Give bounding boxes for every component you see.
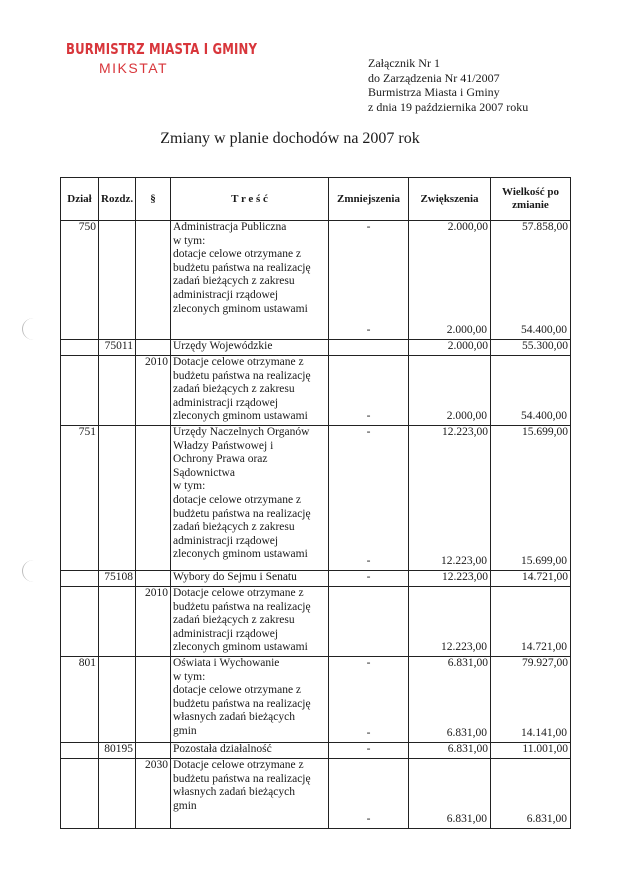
cell-zmniejszenia xyxy=(329,426,409,571)
cell-paragraf: 2030 xyxy=(136,759,171,829)
cell-tresc xyxy=(171,571,329,587)
cell-wielkosc-top-value: 57.858,00 xyxy=(522,221,568,233)
cell-zwiekszenia-bottom-value: 12.223,00 xyxy=(441,555,487,568)
cell-zmniejszenia-top-value: - xyxy=(366,743,371,755)
tresc-line: zleconych gminom ustawami xyxy=(173,641,308,654)
cell-wielkosc xyxy=(491,657,571,743)
cell-tresc xyxy=(171,587,329,657)
cell-zwiekszenia xyxy=(409,426,491,571)
header-zwiekszenia: Zwiększenia xyxy=(409,178,491,221)
table-row xyxy=(61,356,571,426)
cell-paragraf xyxy=(136,340,171,356)
table-row xyxy=(61,340,571,356)
cell-rozdzial xyxy=(99,759,136,829)
cell-zmniejszenia-bottom-value: - xyxy=(366,555,371,568)
attachment-line: Burmistrza Miasta i Gminy xyxy=(368,85,500,99)
tresc-line: administracji rządowej xyxy=(173,288,279,301)
cell-zwiekszenia-bottom-value: 6.831,00 xyxy=(446,727,487,740)
cell-paragraf xyxy=(136,221,171,340)
tresc-line: w tym: xyxy=(173,480,206,493)
cell-zwiekszenia-top-value: 12.223,00 xyxy=(442,426,488,438)
cell-zwiekszenia-top-value: 2.000,00 xyxy=(447,221,488,233)
cell-dzial xyxy=(61,759,99,829)
cell-tresc xyxy=(171,743,329,759)
cell-zwiekszenia-top-value: 2.000,00 xyxy=(447,340,488,352)
cell-tresc xyxy=(171,426,329,571)
document-title: Zmiany w planie dochodów na 2007 rok xyxy=(160,130,420,147)
header-tresc: T r e ś ć xyxy=(171,178,329,221)
cell-paragraf xyxy=(136,426,171,571)
cell-zmniejszenia-bottom-value: - xyxy=(366,410,371,423)
tresc-line: w tym: xyxy=(173,670,206,683)
tresc-line: zadań bieżących z zakresu xyxy=(173,614,295,627)
stamp-line-2: MIKSTAT xyxy=(99,60,169,76)
cell-zmniejszenia xyxy=(329,571,409,587)
cell-wielkosc-top-value: 14.721,00 xyxy=(522,571,568,583)
cell-wielkosc xyxy=(491,587,571,657)
cell-zmniejszenia xyxy=(329,221,409,340)
tresc-line: Wybory do Sejmu i Senatu xyxy=(173,571,297,583)
tresc-line: zleconych gminom ustawami xyxy=(173,302,308,315)
tresc-line: w tym: xyxy=(173,234,206,247)
tresc-line: własnych zadań bieżących xyxy=(173,786,295,799)
tresc-line: Dotacje celowe otrzymane z xyxy=(173,356,304,368)
tresc-line: budżetu państwa na realizację xyxy=(173,600,311,613)
tresc-line: administracji rządowej xyxy=(173,627,279,640)
cell-dzial: 801 xyxy=(61,657,99,743)
cell-wielkosc xyxy=(491,221,571,340)
cell-zwiekszenia-bottom-value: 6.831,00 xyxy=(446,813,487,826)
cell-rozdzial: 75011 xyxy=(99,340,136,356)
attachment-line: do Zarządzenia Nr 41/2007 xyxy=(368,70,500,85)
attachment-line: z dnia 19 października 2007 roku xyxy=(368,99,529,114)
table-row xyxy=(61,571,571,587)
cell-rozdzial: 75108 xyxy=(99,571,136,587)
cell-rozdzial xyxy=(99,221,136,340)
tresc-line: dotacje celowe otrzymane z xyxy=(173,684,302,697)
cell-dzial: 751 xyxy=(61,426,99,571)
cell-wielkosc-top-value: 55.300,00 xyxy=(522,340,568,352)
cell-zwiekszenia xyxy=(409,571,491,587)
cell-zwiekszenia xyxy=(409,743,491,759)
header-paragraf: § xyxy=(136,178,171,221)
cell-rozdzial xyxy=(99,657,136,743)
cell-zwiekszenia-bottom-value: 12.223,00 xyxy=(441,641,487,654)
tresc-line: Urzędy Naczelnych Organów xyxy=(173,426,310,438)
income-plan-table xyxy=(60,177,571,829)
table-row xyxy=(61,587,571,657)
cell-dzial xyxy=(61,356,99,426)
cell-wielkosc-top-value: 11.001,00 xyxy=(522,743,568,755)
attachment-line: Załącznik Nr 1 xyxy=(368,56,440,70)
cell-paragraf xyxy=(136,743,171,759)
cell-wielkosc-bottom-value: 14.721,00 xyxy=(521,641,567,654)
cell-wielkosc xyxy=(491,571,571,587)
cell-rozdzial xyxy=(99,587,136,657)
tresc-line: Ochrony Prawa oraz xyxy=(173,453,268,466)
cell-paragraf xyxy=(136,571,171,587)
cell-tresc xyxy=(171,340,329,356)
cell-zmniejszenia-bottom-value: - xyxy=(366,727,371,740)
cell-zwiekszenia-bottom-value: 2.000,00 xyxy=(446,410,487,423)
cell-zwiekszenia xyxy=(409,759,491,829)
cell-zmniejszenia xyxy=(329,356,409,426)
cell-zmniejszenia xyxy=(329,657,409,743)
table-row xyxy=(61,759,571,829)
table-header-row xyxy=(61,178,571,221)
cell-rozdzial: 80195 xyxy=(99,743,136,759)
tresc-line: zadań bieżących z zakresu xyxy=(173,521,295,534)
tresc-line: Administracja Publiczna xyxy=(173,221,287,233)
cell-dzial xyxy=(61,571,99,587)
tresc-line: budżetu państwa na realizację xyxy=(173,772,311,785)
cell-zwiekszenia xyxy=(409,657,491,743)
tresc-line: dotacje celowe otrzymane z xyxy=(173,248,302,261)
cell-rozdzial xyxy=(99,356,136,426)
table-row xyxy=(61,221,571,340)
cell-wielkosc xyxy=(491,340,571,356)
cell-wielkosc-bottom-value: 6.831,00 xyxy=(526,813,567,826)
punch-hole-mark-top xyxy=(22,318,45,340)
cell-zmniejszenia xyxy=(329,587,409,657)
cell-rozdzial xyxy=(99,426,136,571)
cell-zwiekszenia xyxy=(409,587,491,657)
cell-zwiekszenia-top-value: 12.223,00 xyxy=(442,571,488,583)
tresc-line: budżetu państwa na realizację xyxy=(173,697,311,710)
cell-zwiekszenia xyxy=(409,221,491,340)
cell-zmniejszenia-top-value: - xyxy=(366,657,371,669)
cell-zwiekszenia-top-value: 6.831,00 xyxy=(447,657,488,669)
cell-paragraf: 2010 xyxy=(136,356,171,426)
tresc-line: własnych zadań bieżących xyxy=(173,711,295,724)
tresc-line: zleconych gminom ustawami xyxy=(173,548,308,561)
tresc-line: zleconych gminom ustawami xyxy=(173,410,308,423)
cell-zwiekszenia-top-value: 6.831,00 xyxy=(447,743,488,755)
tresc-line: administracji rządowej xyxy=(173,534,279,547)
cell-wielkosc-bottom-value: 54.400,00 xyxy=(521,410,567,423)
cell-zwiekszenia xyxy=(409,340,491,356)
cell-wielkosc-top-value: 79.927,00 xyxy=(522,657,568,669)
cell-wielkosc xyxy=(491,743,571,759)
tresc-line: gmin xyxy=(173,724,197,737)
tresc-line: budżetu państwa na realizację xyxy=(173,369,311,382)
tresc-line: budżetu państwa na realizację xyxy=(173,261,311,274)
cell-paragraf xyxy=(136,657,171,743)
cell-wielkosc xyxy=(491,426,571,571)
tresc-line: Władzy Państwowej i xyxy=(173,439,274,452)
tresc-line: Dotacje celowe otrzymane z xyxy=(173,759,304,771)
cell-tresc xyxy=(171,221,329,340)
official-stamp xyxy=(66,40,311,76)
stamp-line-1: BURMISTRZ MIASTA I GMINY xyxy=(66,40,258,58)
cell-wielkosc-bottom-value: 14.141,00 xyxy=(521,727,567,740)
cell-zmniejszenia xyxy=(329,743,409,759)
cell-wielkosc-bottom-value: 54.400,00 xyxy=(521,324,567,337)
table-row xyxy=(61,743,571,759)
table-row xyxy=(61,426,571,571)
punch-hole-mark-bottom xyxy=(22,560,45,582)
cell-zwiekszenia xyxy=(409,356,491,426)
tresc-line: Pozostała działalność xyxy=(173,743,272,755)
tresc-line: zadań bieżących z zakresu xyxy=(173,383,295,396)
header-zmniejszenia: Zmniejszenia xyxy=(329,178,409,221)
header-rozdzial: Rozdz. xyxy=(99,178,136,221)
cell-tresc xyxy=(171,657,329,743)
cell-wielkosc xyxy=(491,759,571,829)
cell-wielkosc xyxy=(491,356,571,426)
cell-zmniejszenia-top-value: - xyxy=(366,426,371,438)
cell-zmniejszenia-bottom-value: - xyxy=(366,324,371,337)
tresc-line: zadań bieżących z zakresu xyxy=(173,275,295,288)
cell-tresc xyxy=(171,759,329,829)
cell-wielkosc-bottom-value: 15.699,00 xyxy=(521,555,567,568)
cell-wielkosc-top-value: 15.699,00 xyxy=(522,426,568,438)
cell-dzial xyxy=(61,340,99,356)
cell-zmniejszenia xyxy=(329,759,409,829)
tresc-line: dotacje celowe otrzymane z xyxy=(173,493,302,506)
cell-zwiekszenia-bottom-value: 2.000,00 xyxy=(446,324,487,337)
tresc-line: Sądownictwa xyxy=(173,466,235,479)
cell-dzial xyxy=(61,743,99,759)
cell-zmniejszenia xyxy=(329,340,409,356)
tresc-line: Dotacje celowe otrzymane z xyxy=(173,587,304,599)
cell-dzial xyxy=(61,587,99,657)
tresc-line: budżetu państwa na realizację xyxy=(173,507,311,520)
cell-dzial: 750 xyxy=(61,221,99,340)
header-wielkosc: Wielkość po zmianie xyxy=(491,178,571,221)
cell-tresc xyxy=(171,356,329,426)
cell-paragraf: 2010 xyxy=(136,587,171,657)
tresc-line: gmin xyxy=(173,799,197,812)
table-row xyxy=(61,657,571,743)
cell-zmniejszenia-top-value: - xyxy=(366,221,371,233)
header-dzial: Dział xyxy=(61,178,99,221)
tresc-line: administracji rządowej xyxy=(173,396,279,409)
cell-zmniejszenia-bottom-value: - xyxy=(366,813,371,826)
attachment-header xyxy=(368,56,528,114)
cell-zmniejszenia-top-value: - xyxy=(366,571,371,583)
tresc-line: Urzędy Wojewódzkie xyxy=(173,340,273,352)
tresc-line: Oświata i Wychowanie xyxy=(173,657,280,669)
